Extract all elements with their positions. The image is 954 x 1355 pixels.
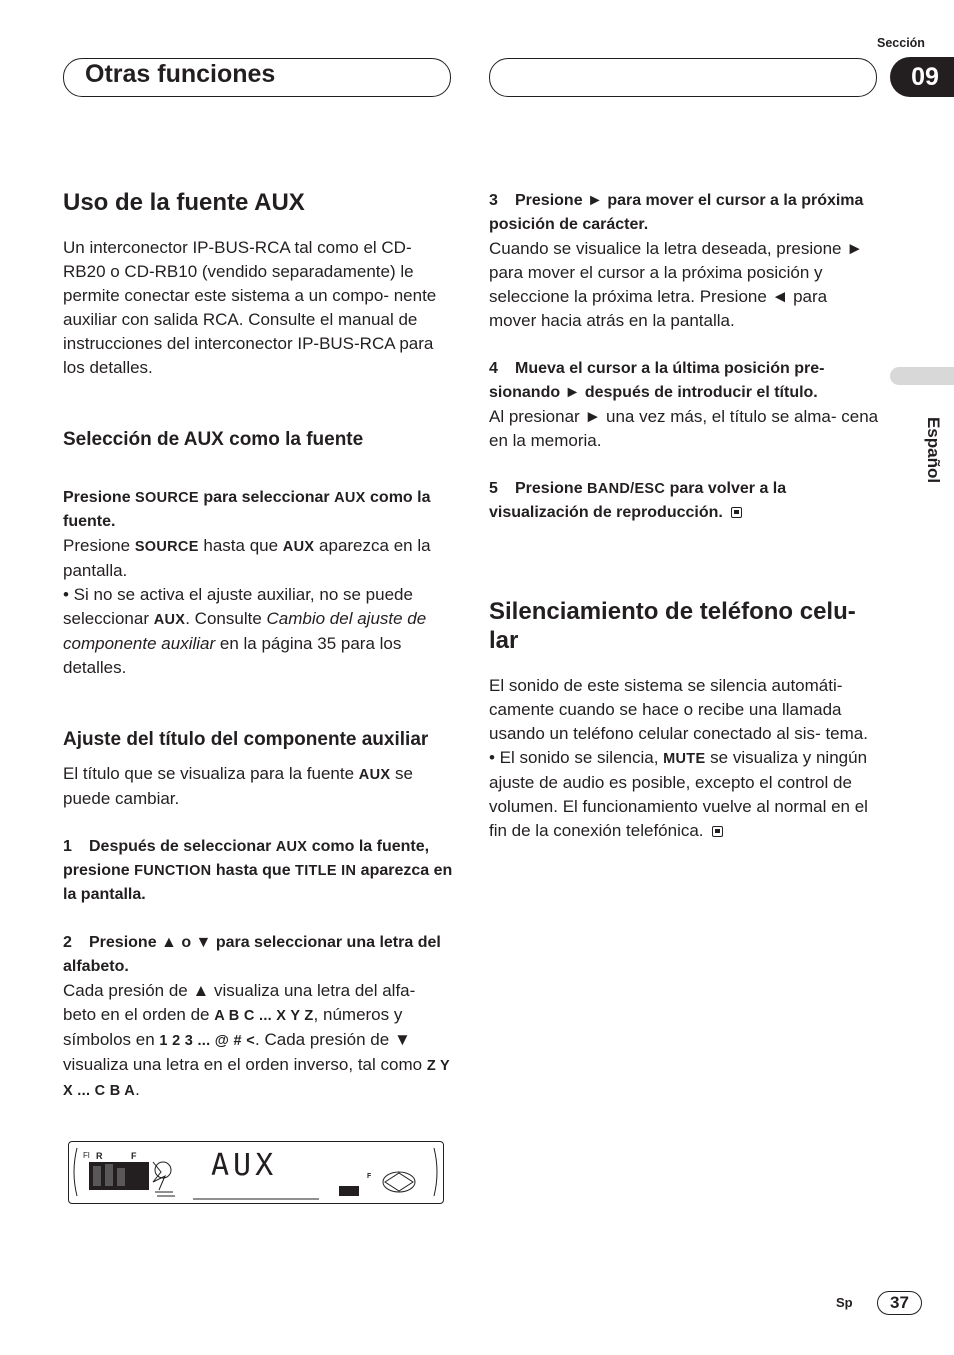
function-keyword: FUNCTION bbox=[134, 863, 212, 879]
lcd-display-graphic bbox=[69, 1142, 442, 1202]
text-fragment: se puede cambiar. bbox=[63, 764, 413, 808]
text-fragment: Presione bbox=[63, 489, 136, 506]
text-fragment: Después de seleccionar bbox=[89, 838, 276, 855]
svg-text:F: F bbox=[367, 1173, 372, 1180]
mute-keyword: MUTE bbox=[663, 751, 706, 767]
symbol-sequence: 1 2 3 ... @ # < bbox=[159, 1033, 256, 1049]
text-fragment: en la página 35 para los detalles. bbox=[63, 634, 402, 677]
aux-title-intro bbox=[63, 762, 453, 811]
header-blank-frame bbox=[489, 58, 877, 97]
section-label: Sección bbox=[877, 36, 925, 50]
step-number: 5 bbox=[489, 480, 498, 497]
text-fragment: aparezca en la pantalla. bbox=[63, 862, 453, 903]
band-esc-keyword: BAND/ESC bbox=[587, 481, 666, 497]
text-fragment: para volver a la visualización de reproducción. bbox=[489, 480, 787, 521]
text-fragment: Presione ▲ o ▼ para seleccionar una letra del alfabeto. bbox=[63, 934, 441, 975]
step-3 bbox=[489, 189, 879, 237]
mute-section-title: Silenciamiento de teléfono celu- lar bbox=[489, 598, 856, 654]
text-fragment: , números y símbolos en bbox=[63, 1005, 403, 1049]
text-fragment: hasta que bbox=[198, 536, 283, 555]
step-2 bbox=[63, 931, 453, 979]
text-fragment: hasta que bbox=[211, 862, 296, 879]
svg-text:R: R bbox=[96, 1151, 103, 1161]
aux-selection-note bbox=[63, 583, 453, 680]
aux-keyword: AUX bbox=[334, 490, 366, 506]
page-number: 37 bbox=[877, 1291, 922, 1315]
text-fragment: Presione bbox=[515, 480, 588, 497]
text-fragment: para seleccionar bbox=[198, 489, 335, 506]
right-column bbox=[489, 189, 879, 843]
aux-keyword: AUX bbox=[358, 767, 391, 783]
page-title: Otras funciones bbox=[85, 60, 276, 88]
reverse-alphabet-sequence: Z Y X ... C B A bbox=[63, 1058, 450, 1099]
text-fragment: como la fuente. bbox=[63, 489, 431, 530]
svg-text:F: F bbox=[131, 1151, 137, 1161]
language-label: Español bbox=[924, 416, 943, 484]
text-fragment: El título que se visualiza para la fuente bbox=[63, 764, 359, 783]
aux-intro-paragraph: Un interconector IP-BUS-RCA tal como el CD-RB20 o CD-RB10 (vendido separadamente) le permite conectar este sistema a un compo- nente auxiliar con salida RCA. Consulte el manual de instrucciones del interconector IP-BUS-RCA para los detalles. bbox=[63, 238, 437, 377]
text-fragment: • Si no se activa el ajuste auxiliar, no se puede seleccionar bbox=[63, 585, 413, 628]
section-number-badge: 09 bbox=[890, 57, 954, 97]
text-fragment: Cada presión de ▲ visualiza una letra del alfa- beto en el orden de bbox=[63, 981, 416, 1024]
title-in-keyword: TITLE IN bbox=[295, 863, 357, 879]
cross-reference: Cambio del ajuste de componente auxiliar bbox=[63, 609, 427, 653]
aux-section-title: Uso de la fuente AUX bbox=[63, 189, 305, 216]
language-code: Sp bbox=[836, 1295, 853, 1310]
text-fragment: se visualiza y ningún ajuste de audio es posible, excepto el control de volumen. El funcionamiento vuelve al normal en el fin de la conexión telefónica. bbox=[489, 748, 868, 840]
step-4 bbox=[489, 357, 879, 405]
mute-body: El sonido de este sistema se silencia automáti- camente cuando se hace o recibe una llamada usando un teléfono celular conectado al sis- tema. bbox=[489, 676, 868, 743]
step-1 bbox=[63, 835, 453, 907]
text-fragment: . Consulte bbox=[185, 609, 267, 628]
end-of-section-icon bbox=[712, 826, 723, 837]
source-keyword: SOURCE bbox=[135, 490, 199, 506]
language-tab-marker bbox=[890, 367, 954, 385]
aux-selection-instruction bbox=[63, 486, 453, 534]
mute-note bbox=[489, 746, 879, 843]
text-fragment: Mueva el cursor a la última posición pre- sionando ► después de introducir el título. bbox=[489, 360, 825, 401]
step-2-body bbox=[63, 979, 453, 1103]
aux-title-heading: Ajuste del título del componente auxiliar bbox=[63, 729, 429, 750]
step-number: 2 bbox=[63, 934, 72, 951]
step-3-body: Cuando se visualice la letra deseada, presione ► para mover el cursor a la próxima posición y seleccione la próxima letra. Presione ◄ para mover hacia atrás en la pantalla. bbox=[489, 239, 864, 330]
step-number: 4 bbox=[489, 360, 498, 377]
aux-selection-body bbox=[63, 534, 453, 583]
text-fragment: Presione bbox=[63, 536, 135, 555]
source-keyword: SOURCE bbox=[134, 539, 199, 555]
step-5 bbox=[489, 477, 879, 525]
end-of-section-icon bbox=[731, 507, 742, 518]
left-column bbox=[63, 188, 453, 1103]
aux-keyword: AUX bbox=[275, 839, 308, 855]
lcd-text: AUX bbox=[211, 1148, 278, 1183]
step-number: 1 bbox=[63, 838, 72, 855]
svg-text:Fl: Fl bbox=[83, 1151, 90, 1160]
lcd-display-illustration bbox=[68, 1141, 444, 1204]
text-fragment: Presione ► para mover el cursor a la próxima posición de carácter. bbox=[489, 192, 864, 233]
aux-selection-heading: Selección de AUX como la fuente bbox=[63, 429, 364, 450]
text-fragment: como la fuente, presione bbox=[63, 838, 430, 879]
text-fragment: • El sonido se silencia, bbox=[489, 748, 664, 767]
text-fragment: . Cada presión de ▼ visualiza una letra en el orden inverso, tal como bbox=[63, 1030, 427, 1074]
step-number: 3 bbox=[489, 192, 498, 209]
alphabet-sequence: A B C ... X Y Z bbox=[214, 1008, 314, 1024]
step-4-body: Al presionar ► una vez más, el título se alma- cena en la memoria. bbox=[489, 407, 879, 450]
text-fragment: . bbox=[135, 1080, 140, 1099]
aux-keyword: AUX bbox=[153, 612, 186, 628]
text-fragment: aparezca en la pantalla. bbox=[63, 536, 431, 580]
aux-keyword: AUX bbox=[282, 539, 315, 555]
